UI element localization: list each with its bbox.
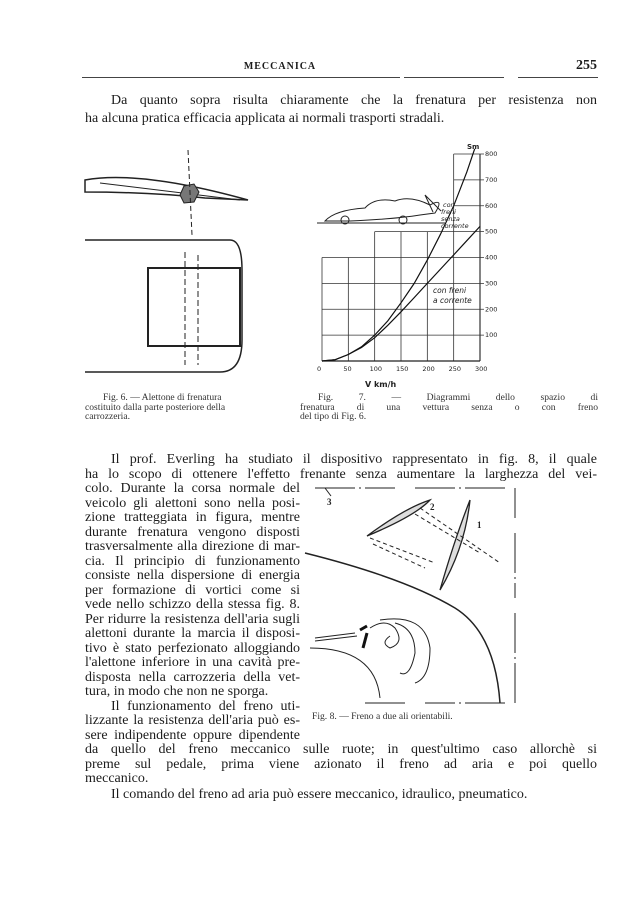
x-tick-label: 100 [369, 365, 383, 373]
body-text-line: tura, in modo che non ne sporga. [85, 684, 269, 699]
label-3: 3 [327, 497, 332, 507]
body-text-line: Il comando del freno ad aria può essere meccanico, idraulico, pneumatico. [111, 786, 528, 802]
x-tick-label: 50 [343, 365, 352, 373]
body-text-line: ha lo scopo di ottenere l'effetto frenante senza aumentare la larghezza del vei- [85, 466, 597, 482]
y-tick-label: 400 [485, 253, 498, 262]
series-label-line: con [443, 201, 455, 209]
body-text-line: disposta nella carrozzeria della vet- [85, 669, 300, 685]
y-tick-label: 500 [485, 227, 498, 236]
caption-line: del tipo di Fig. 6. [300, 411, 367, 422]
body-text-line: preme sul pedale, prima viene azionato il freno ad aria e poi quello [85, 756, 597, 772]
body-text-line: Il prof. Everling ha studiato il dispositivo rappresentato in fig. 8, il quale [111, 452, 597, 467]
caption-line: carrozzeria. [85, 411, 130, 422]
x-tick-label: 150 [396, 365, 409, 373]
x-tick-label: 250 [448, 365, 462, 373]
y-tick-label: 100 [485, 331, 498, 340]
body-text-line: consiste nella dispersione di energia [85, 568, 300, 583]
body-text-line: zione tratteggiata in figura, mentre [85, 510, 300, 525]
y-tick-label: 800 [485, 150, 498, 158]
x-tick-label: 0 [317, 365, 322, 373]
body-text-line: trasversalmente alla direzione di mar- [85, 539, 300, 554]
figure-6-caption [85, 393, 250, 422]
series-label-line: con freni [433, 286, 467, 295]
body-text-line: Il funzionamento del freno uti- [111, 698, 300, 714]
x-tick-label: 300 [475, 365, 488, 373]
running-header-title: MECCANICA [243, 61, 317, 72]
y-tick-label: 700 [485, 175, 498, 184]
body-text-line: colo. Durante la corsa normale del [85, 481, 300, 496]
flap-icon [360, 626, 367, 648]
y-tick-label: 300 [485, 279, 498, 288]
series-line-senza-corrente [322, 149, 475, 361]
page-number: 255 [576, 58, 597, 73]
series-label-line: a corrente [433, 296, 472, 305]
figure-7-caption [300, 393, 598, 422]
body-text-line: per formazione di vortici come si [85, 582, 300, 598]
figure-7-chart [295, 135, 498, 390]
x-tick-label: 200 [422, 365, 435, 373]
dashed-wing-positions [370, 508, 500, 568]
caption-line: costituito dalla parte posteriore della [85, 401, 226, 413]
y-tick-label: 600 [485, 201, 498, 210]
body-text-line: meccanico. [85, 771, 149, 786]
series-label-a-corrente [433, 286, 472, 305]
body-text-line: ha alcuna pratica efficacia applicata ai normali trasporti stradali. [85, 111, 445, 126]
header-rule [404, 77, 504, 78]
vortex-lines [370, 619, 430, 683]
caption-line: Fig. 6. — Alettone di frenatura [103, 392, 222, 403]
figure-8-caption: Fig. 8. — Freno a due ali orientabili. [312, 711, 453, 722]
wing-1 [440, 500, 470, 590]
body-text-line: tivo è stato perfezionato alloggiando [85, 640, 300, 656]
series-label-line: senza [441, 215, 460, 223]
label-2: 2 [430, 502, 435, 512]
label-1: 1 [477, 520, 482, 530]
y-axis-label: Sm [467, 143, 480, 151]
body-text-line: cia. Il principio di funzionamento [85, 553, 300, 569]
body-text-line: lizzante la resistenza dell'aria può es- [85, 713, 300, 728]
car-body-top-view [85, 240, 242, 372]
series-label-line: freni [441, 208, 456, 216]
x-axis-label: V km/h [365, 380, 397, 389]
body-text-line: vede nello schizzo della stessa fig. 8. [85, 597, 300, 612]
body-text-line: da quello del freno meccanico sulle ruote; in quest'ultimo caso allorchè si [85, 742, 597, 757]
body-text-line: durante frenatura vengono disposti [85, 524, 300, 540]
brake-flap-side-view [85, 178, 248, 201]
body-text-line: sere indipendente oppure dipendente [85, 727, 300, 743]
body-text-line: Da quanto sopra risulta chiaramente che la frenatura per resistenza non [111, 93, 597, 108]
header-rule [82, 77, 400, 78]
y-tick-label: 200 [485, 305, 498, 314]
header-rule [518, 77, 598, 78]
car-body-outline [305, 553, 500, 703]
rear-flap-rect [148, 268, 240, 346]
figure-8-drawing [305, 478, 517, 713]
body-text-line: Per ridurre la resistenza dell'aria sugli [85, 611, 300, 627]
wing-2 [367, 500, 430, 536]
body-text-line: l'alettone inferiore in una cavità pre- [85, 655, 300, 670]
caption-line: frenatura di una vettura senza o con freno [300, 401, 598, 413]
body-text-line: alettoni durante la marcia il disposi- [85, 626, 300, 641]
body-text-line: veicolo gli alettoni sono nella posi- [85, 495, 300, 511]
caption-line: Fig. 7. — Diagrammi dello spazio di [318, 392, 598, 403]
figure-6-drawing [80, 140, 255, 380]
series-label-line: corrente [441, 222, 469, 230]
